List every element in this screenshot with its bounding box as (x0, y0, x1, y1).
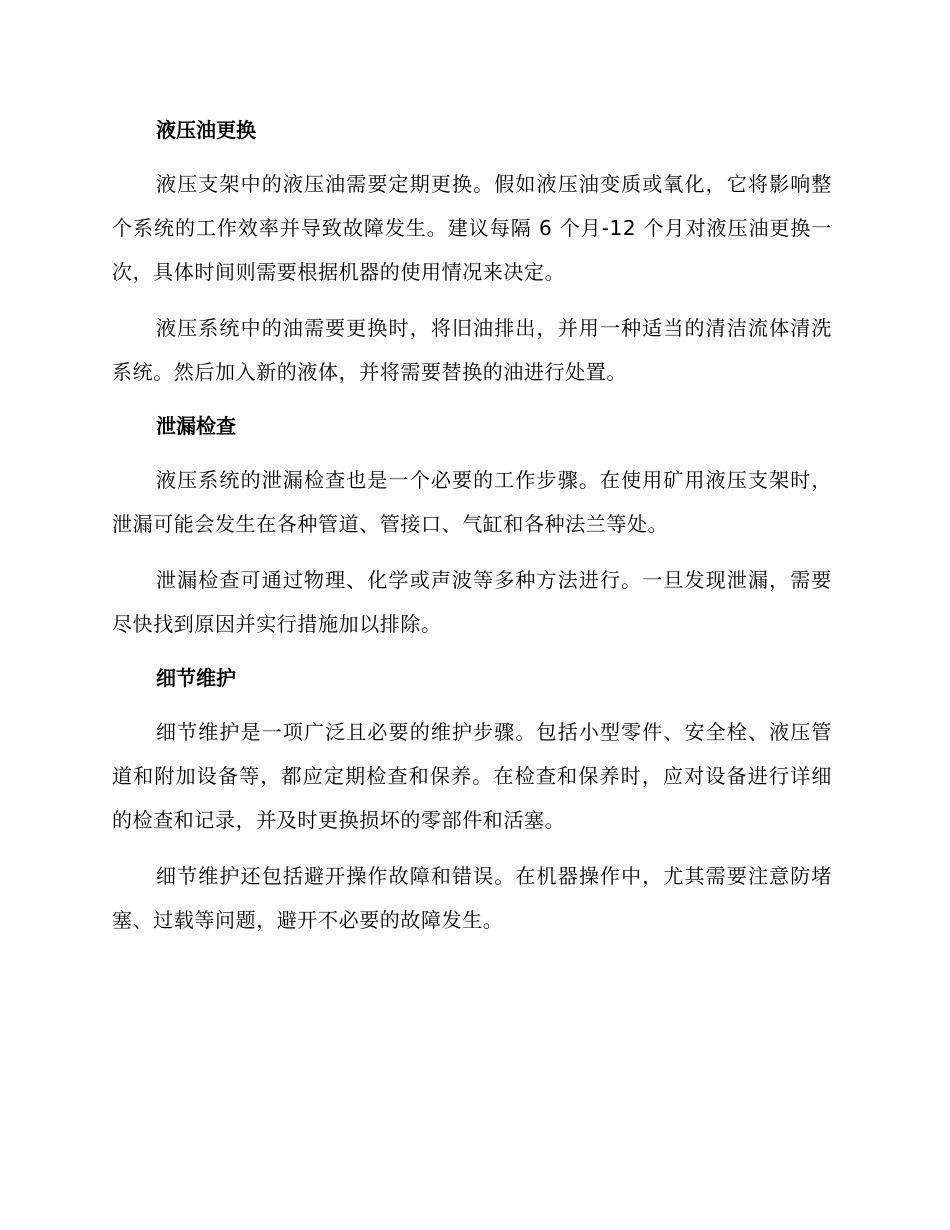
document-page (112, 110, 832, 954)
paragraph: 细节维护是一项广泛且必要的维护步骤。包括小型零件、安全栓、液压管道和附加设备等，都应定期检查和保养。在检查和保养时，应对设备进行详细的检查和记录，并及时更换损坏的零部件和活塞。 (112, 720, 832, 832)
paragraph: 液压系统的泄漏检查也是一个必要的工作步骤。在使用矿用液压支架时，泄漏可能会发生在各种管道、管接口、气缸和各种法兰等处。 (112, 468, 832, 536)
section-heading-leak-inspection: 泄漏检查 (156, 414, 236, 438)
paragraph: 泄漏检查可通过物理、化学或声波等多种方法进行。一旦发现泄漏，需要尽快找到原因并实行措施加以排除。 (112, 568, 832, 636)
section-heading-hydraulic-oil-change: 液压油更换 (156, 118, 256, 142)
paragraph: 液压支架中的液压油需要定期更换。假如液压油变质或氧化，它将影响整个系统的工作效率并导致故障发生。建议每隔 6 个月-12 个月对液压油更换一次，具体时间则需要根据机器的使用情况来决定。 (112, 172, 832, 284)
paragraph: 细节维护还包括避开操作故障和错误。在机器操作中，尤其需要注意防堵塞、过载等问题，避开不必要的故障发生。 (112, 864, 832, 932)
paragraph: 液压系统中的油需要更换时，将旧油排出，并用一种适当的清洁流体清洗系统。然后加入新的液体，并将需要替换的油进行处置。 (112, 316, 832, 384)
section-heading-detail-maintenance: 细节维护 (156, 666, 236, 690)
